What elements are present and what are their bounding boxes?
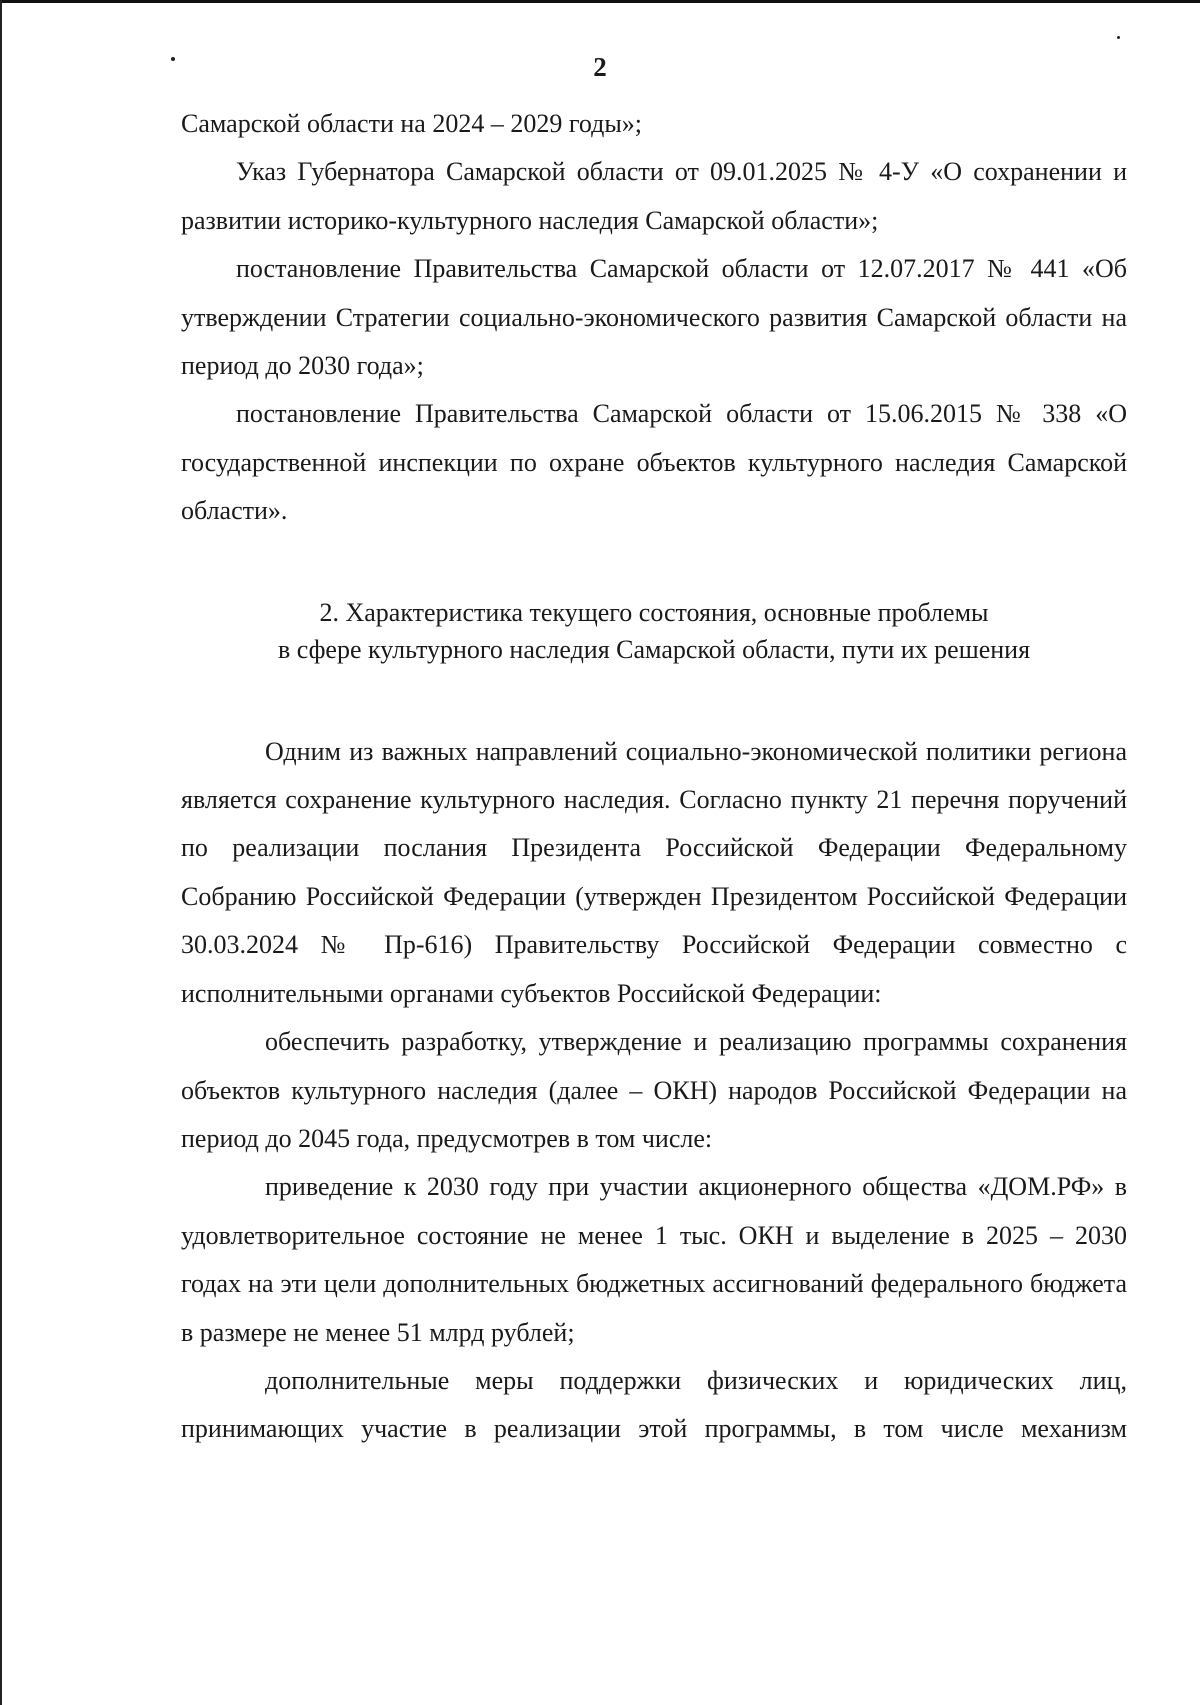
scan-speck (1117, 36, 1120, 39)
section-heading-line-1: 2. Характеристика текущего состояния, основные проблемы (319, 597, 989, 627)
paragraph-resolution-338: постановление Правительства Самарской области от 15.06.2015 № 338 «О государственной инспекции по охране объектов культурного наследия Самарской области». (181, 399, 1127, 526)
section-heading-line-2: в сфере культурного наследия Самарской области, пути их решения (277, 634, 1031, 664)
page-top-edge (0, 0, 1200, 3)
paragraph-resolution-441: постановление Правительства Самарской области от 12.07.2017 № 441 «Об утверждении Стратегии социально-экономического развития Самарской области на период до 2030 года»; (181, 254, 1127, 381)
paragraph-support-measures: дополнительные меры поддержки физических и юридических лиц, принимающих участие в реализации этой программы, в том числе механизм (181, 1365, 1127, 1444)
document-body (181, 100, 1127, 1454)
paragraph-program: обеспечить разработку, утверждение и реализацию программы сохранения объектов культурного наследия (далее – ОКН) народов Российской Федерации на период до 2045 года, предусмотрев в том числе: (181, 1027, 1127, 1153)
page-left-edge (0, 0, 2, 1705)
page-number: 2 (593, 52, 607, 82)
paragraph-decree: Указ Губернатора Самарской области от 09.01.2025 № 4-У «О сохранении и развитии историко-культурного наследия Самарской области»; (181, 157, 1127, 235)
paragraph-domrf: приведение к 2030 году при участии акционерного общества «ДОМ.РФ» в удовлетворительное состояние не менее 1 тыс. ОКН и выделение в 2025 – 2030 годах на эти цели дополнительных бюджетных ассигнований федерального бюджета в размере не менее 51 млрд рублей; (181, 1172, 1127, 1347)
paragraph-continuation: Самарской области на 2024 – 2029 годы»; (181, 109, 643, 138)
section-heading (181, 594, 1127, 668)
paragraph-policy: Одним из важных направлений социально-экономической политики региона является сохранение культурного наследия. Согласно пункту 21 перечня поручений по реализации послания Президента Российской Федерации Федеральному Собранию Российской Федерации (утвержден Президентом Российской Федерации 30.03.2024 № Пр-616) Правительству Российской Федерации совместно с исполнительными органами субъектов Российской Федерации: (181, 736, 1127, 1008)
